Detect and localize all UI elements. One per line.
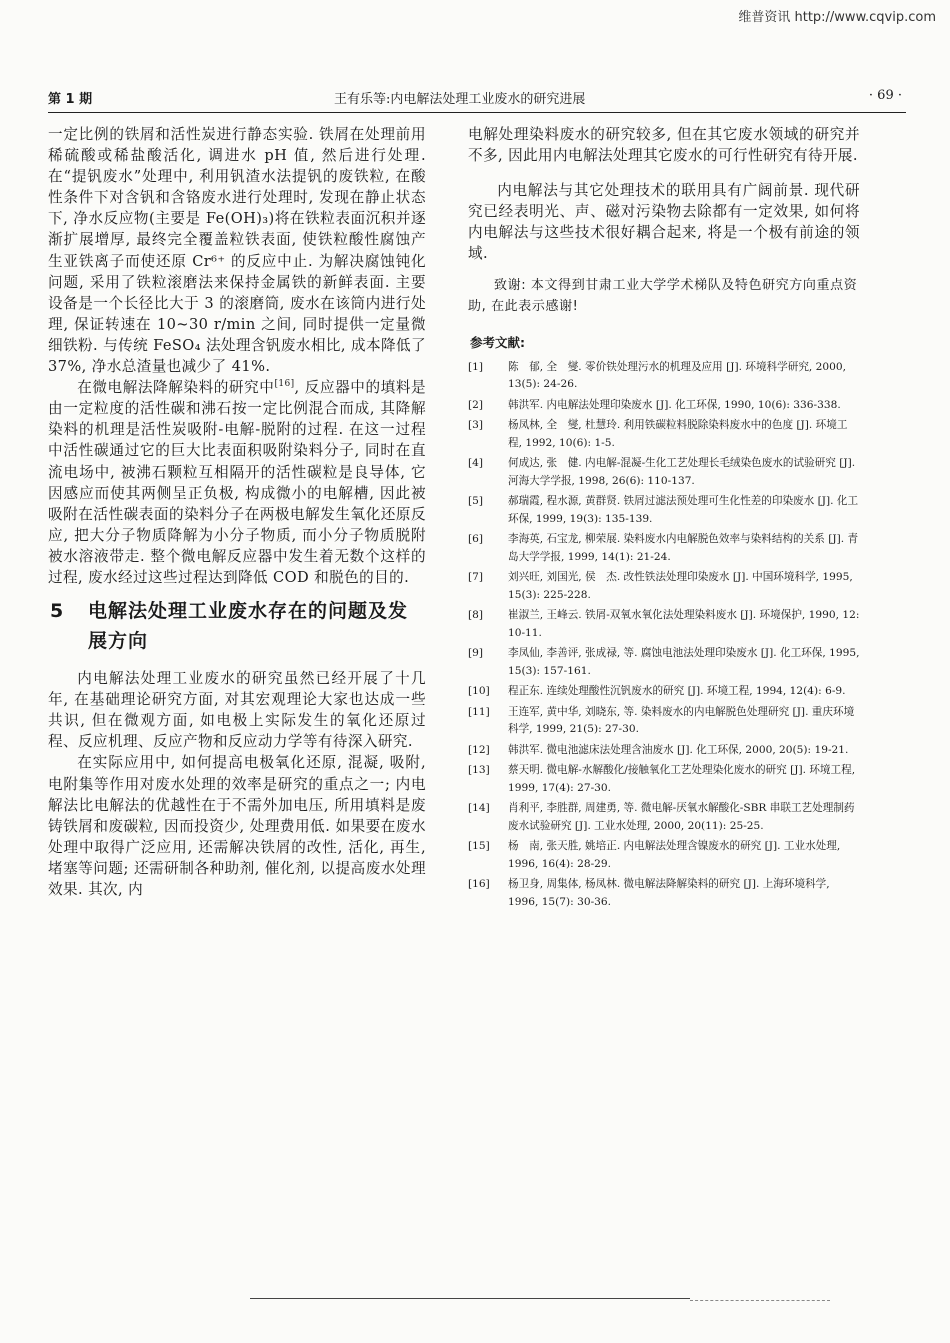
reference-text: 何成达, 张 健. 内电解-混凝-生化工艺处理长毛绒染色废水的试验研究 [J]. 河海大学学报, 1998, 26(6): 110-137. xyxy=(508,457,856,487)
reference-item xyxy=(468,683,860,701)
watermark: 维普资讯 http://www.cqvip.com xyxy=(738,10,936,25)
acknowledgement: 致谢: 本文得到甘肃工业大学学术梯队及特色研究方向重点资助, 在此表示感谢! xyxy=(468,277,858,314)
reference-item xyxy=(468,645,860,680)
reference-number: [5] xyxy=(468,495,484,508)
reference-text: 刘兴旺, 刘国光, 侯 杰. 改性铁法处理印染废水 [J]. 中国环境科学, 1995, 15(3): 225-228. xyxy=(508,571,853,601)
reference-number: [1] xyxy=(468,360,484,373)
section-number: 5 xyxy=(50,600,65,623)
reference-number: [13] xyxy=(468,764,490,777)
citation: [16] xyxy=(274,379,295,390)
reference-text: 蔡天明. 微电解-水解酸化/接触氧化工艺处理染化废水的研究 [J]. 环境工程, 1999, 17(4): 27-30. xyxy=(508,764,856,794)
reference-number: [12] xyxy=(468,743,490,756)
reference-item xyxy=(468,359,860,394)
reference-text: 杨卫身, 周集体, 杨凤林. 微电解法降解染料的研究 [J]. 上海环境科学, 1996, 15(7): 30-36. xyxy=(508,878,830,908)
reference-text: 郝瑞霞, 程水源, 黄群贤. 铁屑过滤法预处理可生化性差的印染废水 [J]. 化工环保, 1999, 19(3): 135-139. xyxy=(508,495,859,525)
reference-item xyxy=(468,397,860,415)
reference-list xyxy=(468,359,860,912)
reference-item xyxy=(468,704,860,739)
reference-number: [9] xyxy=(468,647,484,660)
reference-number: [16] xyxy=(468,878,490,891)
paragraph: 内电解法与其它处理技术的联用具有广阔前景. 现代研究已经表明光、声、磁对污染物去除都有一定效果, 如何将内电解法与这些技术很好耦合起来, 将是一个极有前途的领域. xyxy=(468,182,860,263)
running-title: 王有乐等:内电解法处理工业废水的研究进展 xyxy=(334,92,586,107)
reference-item xyxy=(468,455,860,490)
right-column xyxy=(468,124,860,914)
paragraph: 一定比例的铁屑和活性炭进行静态实验. 铁屑在处理前用稀硫酸或稀盐酸活化, 调进水 pH 值, 然后进行处理. 在“提钒废水”处理中, 利用钒渣水法提钒的废铁粒, 在酸性条件下对含钒和含铬废水进行处理时, 发现在静止状态下, 净水反应物(主要是 Fe(OH)₃)将在铁粒表面沉积并逐渐扩展增厚, 最终完全覆盖粒铁表面, 使铁粒酸性腐蚀产生亚铁离子而使还原 Cr⁶⁺ 的反应中止. 为解决腐蚀钝化问题, 采用了铁粒滚磨法来保持金属铁的新鲜表面. 主要设备是一个长径比大于 3 的滚磨筒, 废水在该筒内进行处理, 保证转速在 10~30 r/min 之间, 同时提供一定量微细铁粉. 与传统 FeSO₄ 法处理含钒废水相比, 成本降低了 37%, 净水总渣量也减少了 41%. xyxy=(48,126,426,376)
reference-number: [3] xyxy=(468,419,484,432)
reference-number: [7] xyxy=(468,571,484,584)
paragraph: 在实际应用中, 如何提高电极氧化还原, 混凝, 吸附, 电附集等作用对废水处理的效率是研究的重点之一; 内电解法比电解法的优越性在于不需外加电压, 所用填料是废铸铁屑和废碳粒, 因而投资少, 处理费用低. 如果要在废水处理中取得广泛应用, 还需解决铁屑的改性, 活化, 再生, 堵塞等问题; 还需研制各种助剂, 催化剂, 以提高废水处理效果. 其次, 内 xyxy=(48,754,426,898)
reference-text: 王连军, 黄中华, 刘晓东, 等. 染料废水的内电解脱色处理研究 [J]. 重庆环境科学, 1999, 21(5): 27-30. xyxy=(508,705,855,736)
section-heading xyxy=(48,596,426,656)
references-heading: 参考文献: xyxy=(470,334,525,350)
reference-text: 程正东. 连续处理酸性沉钒废水的研究 [J]. 环境工程, 1994, 12(4): 6-9. xyxy=(508,685,846,698)
reference-item xyxy=(468,838,860,873)
reference-item xyxy=(468,569,860,604)
reference-text: 李海英, 石宝龙, 柳荣展. 染料废水内电解脱色效率与染料结构的关系 [J]. 青岛大学学报, 1999, 14(1): 21-24. xyxy=(508,533,859,563)
paragraph: 内电解法处理工业废水的研究虽然已经开展了十几年, 在基础理论研究方面, 对其宏观理论大家也达成一些共识, 但在微观方面, 如电极上实际发生的氧化还原过程、反应机理、反应产物和反应动力学等有待深入研究. xyxy=(48,670,426,751)
issue-label: 第 1 期 xyxy=(48,92,93,107)
running-header xyxy=(48,88,906,113)
reference-item xyxy=(468,531,860,566)
paragraph-text: 在微电解法降解染料的研究中 xyxy=(77,379,275,397)
paragraph-text: , 反应器中的填料是由一定粒度的活性碳和沸石按一定比例混合而成, 其降解染料的机理是活性炭吸附-电解-脱附的过程. 在这一过程中活性碳通过它的巨大比表面积吸附染料分子, 同时在直流电场中, 被沸石颗粒互相隔开的活性碳粒是良导体, 它因感应而使其两侧呈正负极, 构成微小的电解槽, 因此被吸附在活性碳表面的染料分子在两极电解发生氧化还原反应, 把大分子物质降解为小分子物质, 而小分子物质脱附被水溶液带走. 整个微电解反应器中发生着无数个这样的过程, 废水经过这些过程达到降低 COD 和脱色的目的. xyxy=(48,379,427,586)
reference-number: [10] xyxy=(468,685,490,698)
reference-text: 韩洪军. 内电解法处理印染废水 [J]. 化工环保, 1990, 10(6): 336-338. xyxy=(508,398,841,411)
page-number: · 69 · xyxy=(868,88,902,103)
reference-number: [14] xyxy=(468,802,490,815)
section-title: 电解法处理工业废水存在的问题及发展方向 xyxy=(88,600,409,653)
reference-text: 杨 南, 张天胜, 姚培正. 内电解法处理含镍废水的研究 [J]. 工业水处理, 1996, 16(4): 28-29. xyxy=(508,840,841,870)
reference-text: 崔淑兰, 王峰云. 铁屑-双氧水氧化法处理染料废水 [J]. 环境保护, 1990, 12: 10-11. xyxy=(508,609,860,639)
reference-number: [8] xyxy=(468,609,484,622)
reference-text: 陈 郁, 全 燮. 零价铁处理污水的机理及应用 [J]. 环境科学研究, 2000, 13(5): 24-26. xyxy=(508,360,846,391)
reference-number: [6] xyxy=(468,533,484,546)
reference-item xyxy=(468,876,860,911)
bottom-rule-dashed xyxy=(690,1300,830,1301)
reference-item xyxy=(468,800,860,835)
bottom-rule xyxy=(250,1298,690,1299)
reference-item xyxy=(468,742,860,760)
reference-number: [2] xyxy=(468,398,484,411)
reference-number: [4] xyxy=(468,457,484,470)
reference-text: 李凤仙, 李善评, 张成禄, 等. 腐蚀电池法处理印染废水 [J]. 化工环保, 1995, 15(3): 157-161. xyxy=(508,647,860,677)
reference-text: 杨凤林, 全 燮, 杜慧玲. 利用铁碳粒料脱除染料废水中的色度 [J]. 环境工程, 1992, 10(6): 1-5. xyxy=(508,419,848,449)
reference-number: [11] xyxy=(468,705,490,718)
reference-item xyxy=(468,607,860,642)
paragraph: 电解处理染料废水的研究较多, 但在其它废水领域的研究并不多, 因此用内电解法处理其它废水的可行性研究有待开展. xyxy=(468,126,860,165)
left-column xyxy=(48,124,426,900)
reference-number: [15] xyxy=(468,840,490,853)
paragraph xyxy=(48,377,426,588)
reference-text: 韩洪军. 微电池滤床法处理含油废水 [J]. 化工环保, 2000, 20(5): 19-21. xyxy=(508,743,849,756)
reference-item xyxy=(468,417,860,452)
reference-item xyxy=(468,493,860,528)
reference-text: 肖利平, 李胜群, 周建勇, 等. 微电解-厌氧水解酸化-SBR 串联工艺处理制药废水试验研究 [J]. 工业水处理, 2000, 20(11): 25-25. xyxy=(508,802,855,832)
reference-item xyxy=(468,762,860,797)
